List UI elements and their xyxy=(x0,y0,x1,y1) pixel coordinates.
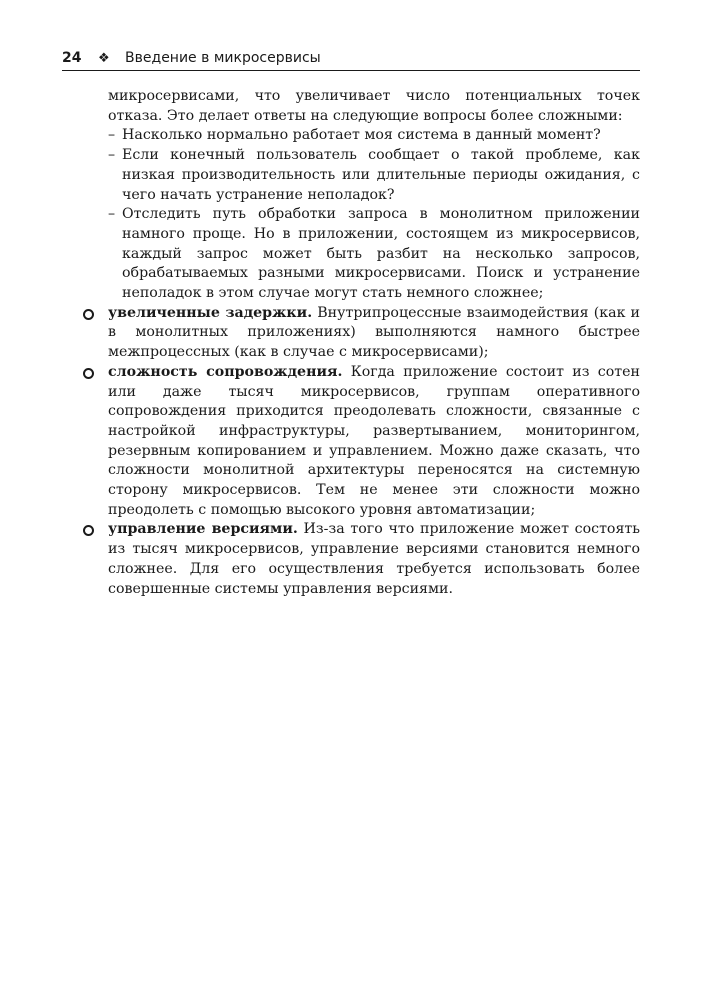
running-title: Введение в микросервисы xyxy=(125,50,321,66)
bullet-term: сложность сопровождения. xyxy=(108,363,343,380)
question-item xyxy=(82,205,640,304)
page-number: 24 xyxy=(62,50,82,66)
circle-bullet-icon xyxy=(83,525,94,536)
circle-bullet-icon xyxy=(83,368,94,379)
bullet-text: Внутрипроцессные взаимодействия (как и в монолитных приложениях) выполняются намного быстрее межпроцессных (как в случае с микросервисами); xyxy=(108,304,640,361)
bullet-text: Из-за того что приложение может состоять из тысяч микросервисов, управление версиями становится немного сложнее. Для его осуществления требуется использовать более совершенные системы управления версиями. xyxy=(108,521,640,597)
bullet-item-maintenance xyxy=(82,363,640,521)
dash-icon: – xyxy=(108,127,116,144)
question-text: Насколько нормально работает моя система в данный момент? xyxy=(122,127,601,144)
bullet-term: управление версиями. xyxy=(108,521,298,538)
question-item xyxy=(82,126,640,146)
question-item xyxy=(82,146,640,205)
dash-icon: – xyxy=(108,206,116,223)
bullet-text: Когда приложение состоит из сотен или даже тысяч микросервисов, группам оперативного сопровождения приходится преодолевать сложности, связанные с настройкой инфраструктуры, развертыванием, мониторингом, резервным копированием и управлением. Можно даже сказать, что сложности монолитной архитектуры переносятся на системную сторону микросервисов. Тем не менее эти сложности можно преодолеть с помощью высокого уровня автоматизации; xyxy=(108,363,640,518)
question-text: Отследить путь обработки запроса в монолитном приложении намного проще. Но в приложении, состоящем из микросервисов, каждый запрос может быть разбит на несколько запросов, обрабатываемых разными микросервисами. Поиск и устранение неполадок в этом случае могут стать немного сложнее; xyxy=(122,206,640,302)
circle-bullet-icon xyxy=(83,309,94,320)
bullet-term: увеличенные задержки. xyxy=(108,304,313,321)
page-header xyxy=(62,48,640,71)
ornament-icon: ❖ xyxy=(97,51,110,66)
question-text: Если конечный пользователь сообщает о такой проблеме, как низкая производительность или длительные периоды ожидания, с чего начать устранение неполадок? xyxy=(122,147,640,203)
lead-paragraph: микросервисами, что увеличивает число потенциальных точек отказа. Это делает ответы на следующие вопросы более сложными: xyxy=(108,88,640,124)
bullet-item-versioning xyxy=(82,520,640,599)
dash-icon: – xyxy=(108,147,116,164)
body-text xyxy=(82,87,640,599)
bullet-item-latency xyxy=(82,304,640,363)
question-list xyxy=(82,126,640,303)
